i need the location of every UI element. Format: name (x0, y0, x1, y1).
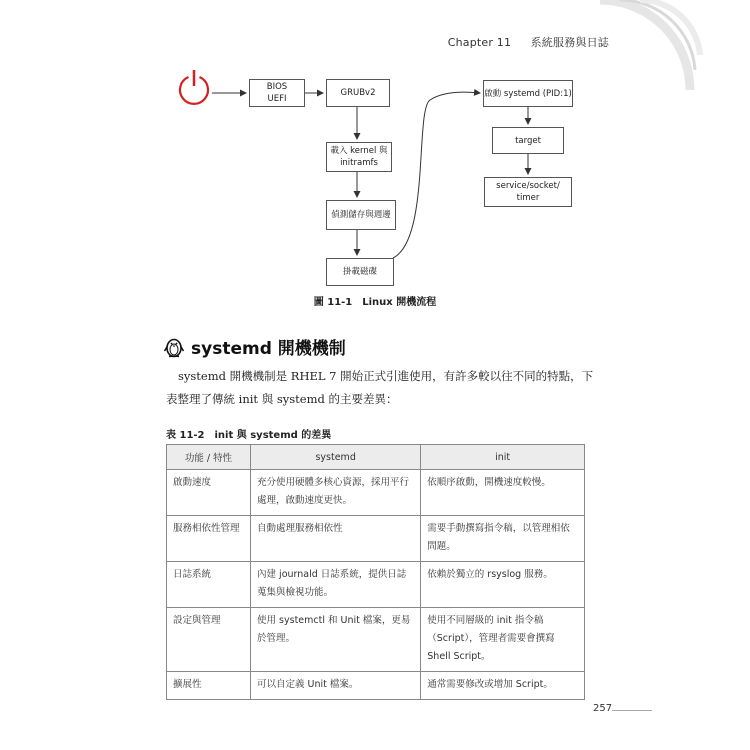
table-header-row (167, 445, 585, 470)
cell-feature: 啟動速度 (167, 470, 251, 516)
node-bios-uefi (249, 79, 305, 107)
header-chapter: Chapter 11 (447, 36, 512, 49)
cell-feature: 服務相依性管理 (167, 516, 251, 562)
cell-init: 依賴於獨立的 rsyslog 服務。 (421, 562, 585, 608)
cell-init: 需要手動撰寫指令稿，以管理相依問題。 (421, 516, 585, 562)
cell-systemd: 可以自定義 Unit 檔案。 (251, 672, 421, 700)
cell-systemd: 內建 journald 日誌系統，提供日誌蒐集與檢視功能。 (251, 562, 421, 608)
penguin-icon (163, 336, 185, 358)
cell-init: 使用不同層級的 init 指令稿（Script），管理者需要會撰寫 Shell Script。 (421, 608, 585, 672)
node-service (484, 177, 572, 207)
table-row (167, 672, 585, 700)
header-title: 系統服務與日誌 (530, 36, 609, 49)
node-mount: 掛載磁碟 (326, 258, 394, 286)
header-init: init (421, 445, 585, 470)
cell-feature: 日誌系統 (167, 562, 251, 608)
page-number: 257 (593, 703, 613, 714)
paragraph-line-1: systemd 開機機制是 RHEL 7 開始正式引進使用，有許多較以往不同的特點，下 (178, 369, 594, 383)
section-heading (163, 334, 346, 359)
table-row (167, 608, 585, 672)
cell-systemd: 充分使用硬體多核心資源，採用平行處理，啟動速度更快。 (251, 470, 421, 516)
table-row (167, 562, 585, 608)
header-systemd: systemd (251, 445, 421, 470)
node-target: target (492, 127, 564, 154)
figure-caption: 圖 11-1 Linux 開機流程 (313, 297, 437, 308)
node-systemd: 啟動 systemd (PID:1) (483, 80, 573, 107)
node-kernel-label-2: initramfs (340, 158, 378, 168)
comparison-table (166, 444, 585, 700)
node-service-label-1: service/socket/ (496, 181, 560, 191)
power-icon (180, 70, 208, 104)
header-feature: 功能 / 特性 (167, 445, 251, 470)
section-title: systemd 開機機制 (191, 339, 346, 359)
footer-rule (612, 710, 652, 711)
cell-systemd: 自動處理服務相依性 (251, 516, 421, 562)
paragraph-line-2: 表整理了傳統 init 與 systemd 的主要差異： (166, 392, 398, 406)
arrow-mount-systemd (393, 92, 480, 258)
cell-feature: 設定與管理 (167, 608, 251, 672)
intro-paragraph (166, 365, 594, 411)
node-service-label-2: timer (516, 193, 540, 203)
node-detect: 偵測儲存與週邊 (326, 200, 396, 230)
node-bios-label: BIOS (266, 82, 288, 92)
cell-systemd: 使用 systemctl 和 Unit 檔案，更易於管理。 (251, 608, 421, 672)
cell-feature: 擴展性 (167, 672, 251, 700)
cell-init: 依順序啟動，開機速度較慢。 (421, 470, 585, 516)
table-row (167, 470, 585, 516)
node-kernel-label-1: 載入 kernel 與 (330, 146, 388, 156)
node-grub: GRUBv2 (326, 79, 390, 107)
table-caption: 表 11-2 init 與 systemd 的差異 (166, 430, 332, 441)
table-row (167, 516, 585, 562)
cell-init: 通常需要修改或增加 Script。 (421, 672, 585, 700)
node-uefi-label: UEFI (267, 94, 287, 104)
node-kernel (326, 142, 392, 172)
